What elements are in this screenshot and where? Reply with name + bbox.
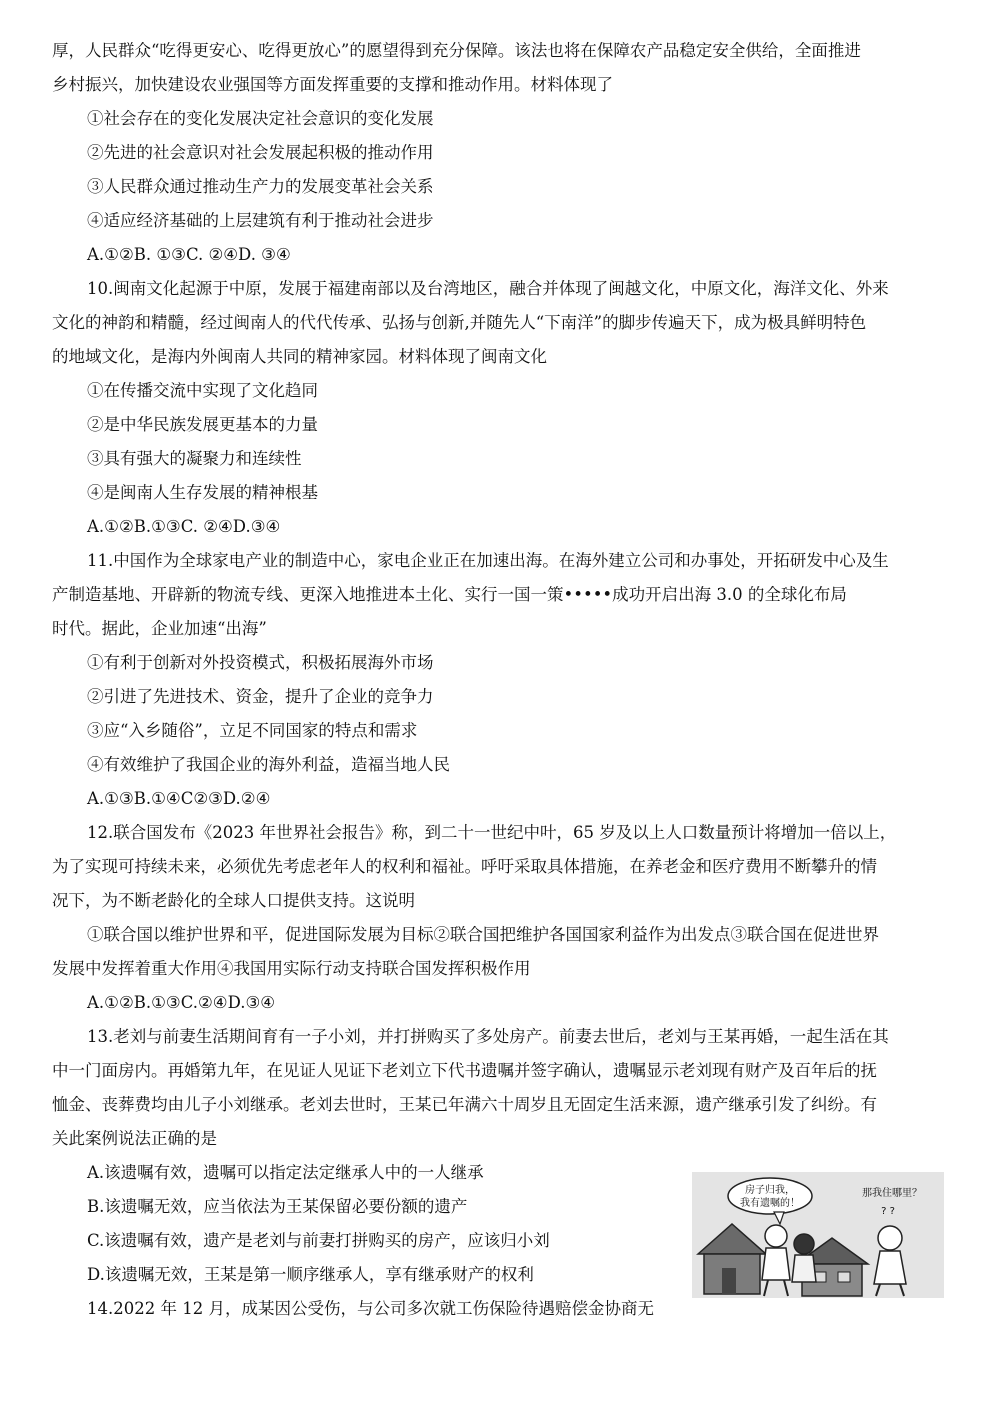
text-line: 文化的神韵和精髓，经过闽南人的代代传承、弘扬与创新,并随先人“下南洋”的脚步传遍天下，成为极具鲜明特色	[52, 313, 867, 332]
text-line: 中一门面房内。再婚第九年，在见证人见证下老刘立下代书遗嘱并签字确认，遗嘱显示老刘现有财产及百年后的抚	[52, 1061, 877, 1080]
option-b: B.该遗嘱无效，应当依法为王某保留必要份额的遗产	[87, 1197, 468, 1216]
text-line: 产制造基地、开辟新的物流专线、更深入地推进本土化、实行一国一策•••••成功开启出海 3.0 的全球化布局	[52, 585, 847, 604]
option-line: ①社会存在的变化发展决定社会意识的变化发展	[87, 109, 434, 128]
option-d: D.该遗嘱无效，王某是第一顺序继承人，享有继承财产的权利	[87, 1265, 534, 1284]
option-line: ②引进了先进技术、资金，提升了企业的竞争力	[87, 687, 434, 706]
text-line: 关此案例说法正确的是	[52, 1129, 217, 1148]
option-line: ②是中华民族发展更基本的力量	[87, 415, 318, 434]
question-11: 11.中国作为全球家电产业的制造中心，家电企业正在加速出海。在海外建立公司和办事处，开拓研发中心及生	[87, 551, 889, 570]
option-line: ④是闽南人生存发展的精神根基	[87, 483, 318, 502]
option-line: ③具有强大的凝聚力和连续性	[87, 449, 302, 468]
answer-choices: A.①③B.①④C②③D.②④	[87, 789, 271, 808]
question-14: 14.2022 年 12 月，成某因公受伤，与公司多次就工伤保险待遇赔偿金协商无	[87, 1299, 654, 1318]
text-line: 乡村振兴，加快建设农业强国等方面发挥重要的支撑和推动作用。材料体现了	[52, 75, 613, 94]
answer-choices: A.①②B.①③C.②④D.③④	[87, 993, 276, 1012]
question-13: 13.老刘与前妻生活期间育有一子小刘，并打拼购买了多处房产。前妻去世后，老刘与王某再婚，一起生活在其	[87, 1027, 889, 1046]
option-line: ④有效维护了我国企业的海外利益，造福当地人民	[87, 755, 450, 774]
text-line: 时代。据此，企业加速“出海”	[52, 619, 267, 638]
bubble-right-text: 那我住哪里？	[862, 1188, 922, 1199]
text-line: 的地域文化，是海内外闽南人共同的精神家园。材料体现了闽南文化	[52, 347, 547, 366]
bubble-left-text-1: 房子归我，	[745, 1185, 795, 1196]
option-line: ④适应经济基础的上层建筑有利于推动社会进步	[87, 211, 434, 230]
text-line: 况下，为不断老龄化的全球人口提供支持。这说明	[52, 891, 415, 910]
cartoon-illustration	[692, 1172, 944, 1298]
answer-choices: A.①②B.①③C. ②④D.③④	[87, 517, 281, 536]
question-marks: ? ?	[881, 1206, 895, 1217]
text-line: 恤金、丧葬费均由儿子小刘继承。老刘去世时，王某已年满六十周岁且无固定生活来源，遗产继承引发了纠纷。有	[52, 1095, 877, 1114]
option-line: ①有利于创新对外投资模式，积极拓展海外市场	[87, 653, 434, 672]
option-line: ①在传播交流中实现了文化趋同	[87, 381, 318, 400]
answer-choices: A.①②B. ①③C. ②④D. ③④	[87, 245, 291, 264]
option-c: C.该遗嘱有效，遗产是老刘与前妻打拼购买的房产，应该归小刘	[87, 1231, 550, 1250]
option-a: A.该遗嘱有效，遗嘱可以指定法定继承人中的一人继承	[87, 1163, 484, 1182]
text-line: 厚，人民群众“吃得更安心、吃得更放心”的愿望得到充分保障。该法也将在保障农产品稳定安全供给，全面推进	[52, 41, 861, 60]
question-12: 12.联合国发布《2023 年世界社会报告》称，到二十一世纪中叶，65 岁及以上人口数量预计将增加一倍以上，	[87, 823, 897, 842]
option-line: ③应“入乡随俗”，立足不同国家的特点和需求	[87, 721, 418, 740]
option-line: ③人民群众通过推动生产力的发展变革社会关系	[87, 177, 434, 196]
bubble-left-text-2: 我有遗嘱的！	[740, 1198, 800, 1209]
text-line: 为了实现可持续未来，必须优先考虑老年人的权利和福祉。呼吁采取具体措施，在养老金和医疗费用不断攀升的情	[52, 857, 877, 876]
text-line: 发展中发挥着重大作用④我国用实际行动支持联合国发挥积极作用	[52, 959, 531, 978]
option-line: ②先进的社会意识对社会发展起积极的推动作用	[87, 143, 434, 162]
option-line: ①联合国以维护世界和平，促进国际发展为目标②联合国把维护各国国家利益作为出发点③联合国在促进世界	[87, 925, 879, 944]
question-10: 10.闽南文化起源于中原，发展于福建南部以及台湾地区，融合并体现了闽越文化，中原文化，海洋文化、外来	[87, 279, 889, 298]
